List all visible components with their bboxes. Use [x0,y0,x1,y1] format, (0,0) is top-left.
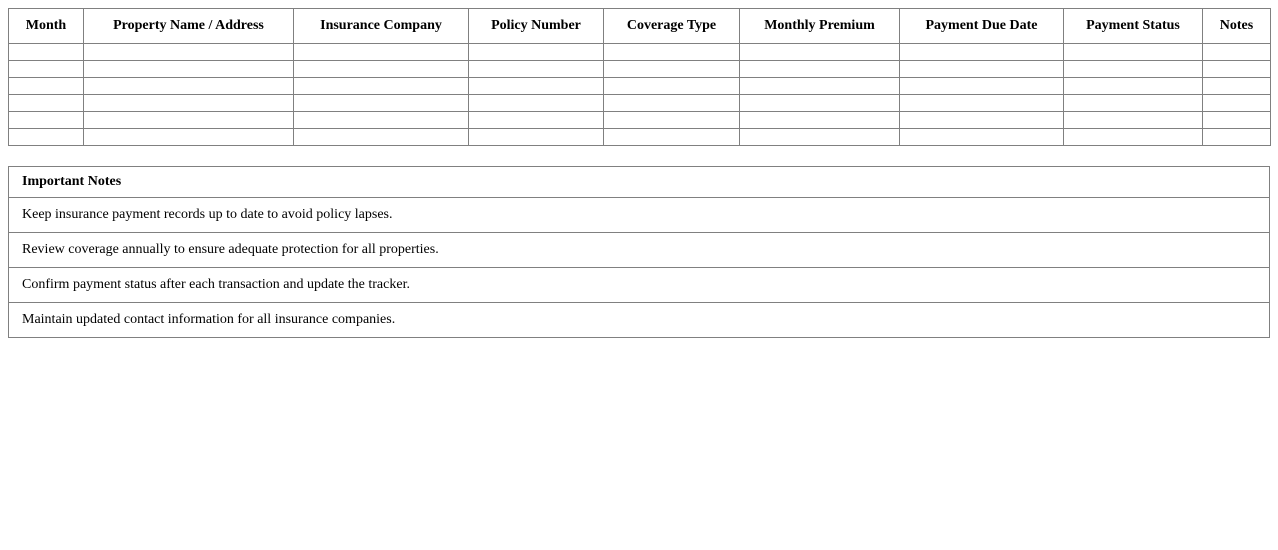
payment-cell-empty [1064,129,1203,146]
payment-cell-empty [604,95,740,112]
column-header-notes: Notes [1203,9,1271,44]
payment-cell-empty [469,78,604,95]
payment-table-header-row [9,9,1271,44]
payment-cell-empty [469,95,604,112]
payment-cell-empty [900,44,1064,61]
payment-row [9,78,1271,95]
payment-cell-empty [740,129,900,146]
payment-cell-empty [294,78,469,95]
note-text: Confirm payment status after each transaction and update the tracker. [9,268,1270,303]
important-notes-table [8,166,1270,338]
payment-cell-empty [294,61,469,78]
payment-cell-empty [1203,61,1271,78]
note-row [9,198,1270,233]
payment-cell-empty [469,61,604,78]
payment-row [9,44,1271,61]
payment-cell-empty [604,44,740,61]
payment-cell-empty [9,61,84,78]
payment-cell-empty [900,129,1064,146]
payment-cell-empty [740,78,900,95]
payment-cell-empty [1064,61,1203,78]
note-row [9,233,1270,268]
payment-cell-empty [900,112,1064,129]
column-header-payment-due-date: Payment Due Date [900,9,1064,44]
payment-cell-empty [1064,95,1203,112]
note-text: Maintain updated contact information for all insurance companies. [9,303,1270,338]
important-notes-title: Important Notes [9,167,1270,198]
payment-cell-empty [469,44,604,61]
payment-cell-empty [294,95,469,112]
note-row [9,268,1270,303]
payment-cell-empty [9,95,84,112]
column-header-payment-status: Payment Status [1064,9,1203,44]
payment-cell-empty [84,78,294,95]
payment-cell-empty [740,44,900,61]
payment-row [9,95,1271,112]
payment-cell-empty [604,78,740,95]
payment-cell-empty [1203,112,1271,129]
note-text: Review coverage annually to ensure adequate protection for all properties. [9,233,1270,268]
payment-cell-empty [84,61,294,78]
payment-cell-empty [294,112,469,129]
payment-cell-empty [1203,78,1271,95]
column-header-insurance-company: Insurance Company [294,9,469,44]
payment-cell-empty [740,95,900,112]
payment-cell-empty [469,112,604,129]
payment-cell-empty [604,129,740,146]
note-row [9,303,1270,338]
important-notes-header-row [9,167,1270,198]
column-header-policy-number: Policy Number [469,9,604,44]
payment-cell-empty [1203,129,1271,146]
note-text: Keep insurance payment records up to date to avoid policy lapses. [9,198,1270,233]
payment-cell-empty [9,112,84,129]
payment-table-body [9,44,1271,146]
payment-row [9,61,1271,78]
payment-cell-empty [1203,95,1271,112]
payment-cell-empty [1064,78,1203,95]
payment-cell-empty [604,61,740,78]
payment-cell-empty [9,44,84,61]
payment-cell-empty [9,129,84,146]
payment-cell-empty [84,44,294,61]
insurance-payment-tracker-table [8,8,1271,146]
payment-cell-empty [1064,44,1203,61]
column-header-coverage-type: Coverage Type [604,9,740,44]
payment-row [9,129,1271,146]
column-header-month: Month [9,9,84,44]
payment-cell-empty [740,61,900,78]
payment-row [9,112,1271,129]
payment-cell-empty [84,129,294,146]
payment-cell-empty [1064,112,1203,129]
payment-cell-empty [84,95,294,112]
payment-cell-empty [604,112,740,129]
payment-cell-empty [740,112,900,129]
payment-cell-empty [9,78,84,95]
payment-cell-empty [469,129,604,146]
column-header-property-name-address: Property Name / Address [84,9,294,44]
payment-cell-empty [84,112,294,129]
payment-cell-empty [900,61,1064,78]
payment-cell-empty [294,44,469,61]
payment-cell-empty [900,78,1064,95]
payment-cell-empty [294,129,469,146]
column-header-monthly-premium: Monthly Premium [740,9,900,44]
payment-cell-empty [900,95,1064,112]
payment-cell-empty [1203,44,1271,61]
